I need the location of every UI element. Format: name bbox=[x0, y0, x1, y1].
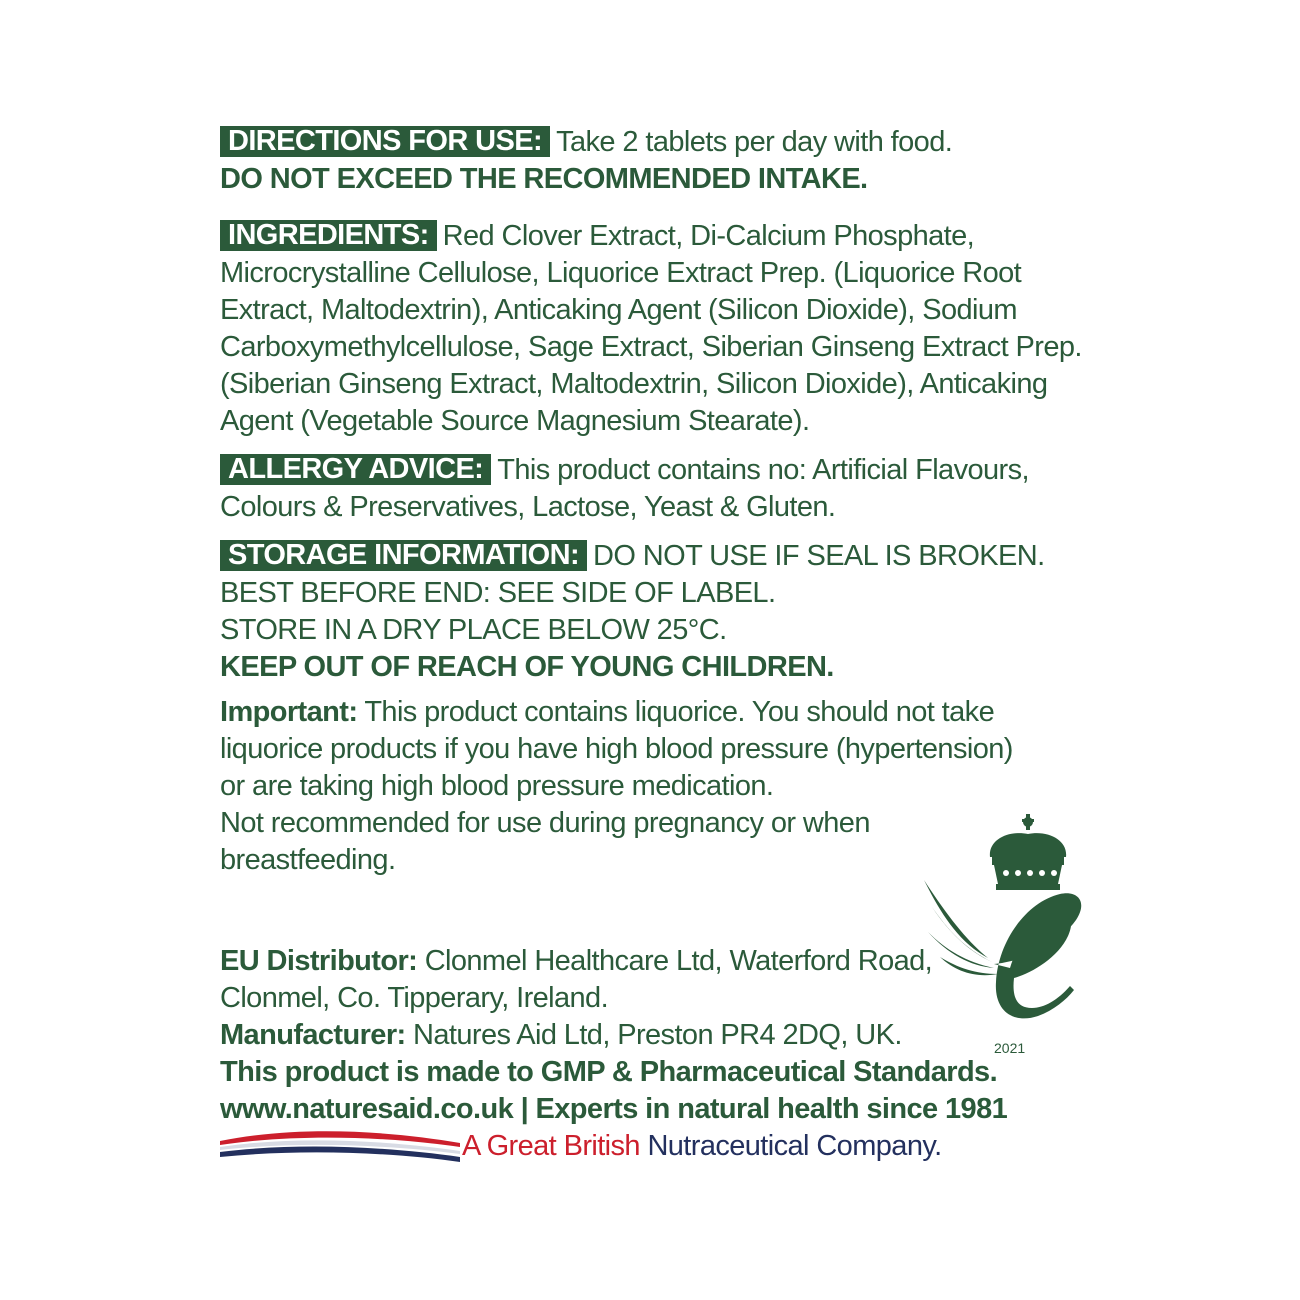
union-flag-swoosh-icon bbox=[220, 1129, 460, 1163]
children-warning: KEEP OUT OF REACH OF YOUNG CHILDREN. bbox=[220, 651, 834, 683]
ingredients-line: Carboxymethylcellulose, Sage Extract, Siberian Ginseng Extract Prep. bbox=[220, 331, 1082, 363]
storage-section bbox=[220, 538, 1100, 686]
ingredients-line: Microcrystalline Cellulose, Liquorice Extract Prep. (Liquorice Root bbox=[220, 257, 1022, 289]
manufacturer-label: Manufacturer: bbox=[220, 1019, 406, 1051]
directions-section bbox=[220, 124, 1100, 198]
distributor-line: Clonmel, Co. Tipperary, Ireland. bbox=[220, 982, 609, 1014]
allergy-section bbox=[220, 452, 1100, 526]
tagline bbox=[220, 1128, 1100, 1165]
tagline-part2: Nutraceutical Company. bbox=[647, 1130, 942, 1162]
intake-warning: DO NOT EXCEED THE RECOMMENDED INTAKE. bbox=[220, 163, 868, 195]
distributor-label: EU Distributor: bbox=[220, 945, 418, 977]
directions-tag: DIRECTIONS FOR USE: bbox=[220, 126, 550, 157]
ingredients-line: Red Clover Extract, Di-Calcium Phosphate, bbox=[442, 220, 975, 252]
tagline-part1: A Great British bbox=[462, 1130, 640, 1162]
important-label: Important: bbox=[220, 696, 358, 728]
important-line: or are taking high blood pressure medication. bbox=[220, 770, 774, 802]
storage-line: BEST BEFORE END: SEE SIDE OF LABEL. bbox=[220, 577, 776, 609]
distributor-line: Clonmel Healthcare Ltd, Waterford Road, bbox=[424, 945, 933, 977]
storage-tag: STORAGE INFORMATION: bbox=[220, 540, 587, 571]
website-line: www.naturesaid.co.uk | Experts in natural health since 1981 bbox=[220, 1093, 1008, 1125]
storage-line: STORE IN A DRY PLACE BELOW 25°C. bbox=[220, 614, 727, 646]
queens-award-enterprise-icon bbox=[918, 812, 1088, 1062]
allergy-tag: ALLERGY ADVICE: bbox=[220, 454, 491, 485]
storage-line: DO NOT USE IF SEAL IS BROKEN. bbox=[593, 540, 1045, 572]
allergy-line: This product contains no: Artificial Flavours, bbox=[497, 454, 1029, 486]
ingredients-section bbox=[220, 218, 1100, 440]
important-line: This product contains liquorice. You should not take bbox=[364, 696, 995, 728]
directions-text: Take 2 tablets per day with food. bbox=[556, 126, 953, 158]
ingredients-line: Extract, Maltodextrin), Anticaking Agent (Silicon Dioxide), Sodium bbox=[220, 294, 1017, 326]
important-line: liquorice products if you have high blood pressure (hypertension) bbox=[220, 733, 1013, 765]
allergy-line: Colours & Preservatives, Lactose, Yeast & Gluten. bbox=[220, 491, 836, 523]
award-year: 2021 bbox=[994, 1040, 1026, 1056]
ingredients-line: Agent (Vegetable Source Magnesium Stearate). bbox=[220, 405, 810, 437]
manufacturer-text: Natures Aid Ltd, Preston PR4 2DQ, UK. bbox=[413, 1019, 902, 1051]
ingredients-tag: INGREDIENTS: bbox=[220, 220, 437, 251]
important-line: Not recommended for use during pregnancy or when bbox=[220, 807, 870, 839]
important-line: breastfeeding. bbox=[220, 844, 396, 876]
gmp-statement: This product is made to GMP & Pharmaceutical Standards. bbox=[220, 1056, 998, 1088]
ingredients-line: (Siberian Ginseng Extract, Maltodextrin, Silicon Dioxide), Anticaking bbox=[220, 368, 1048, 400]
